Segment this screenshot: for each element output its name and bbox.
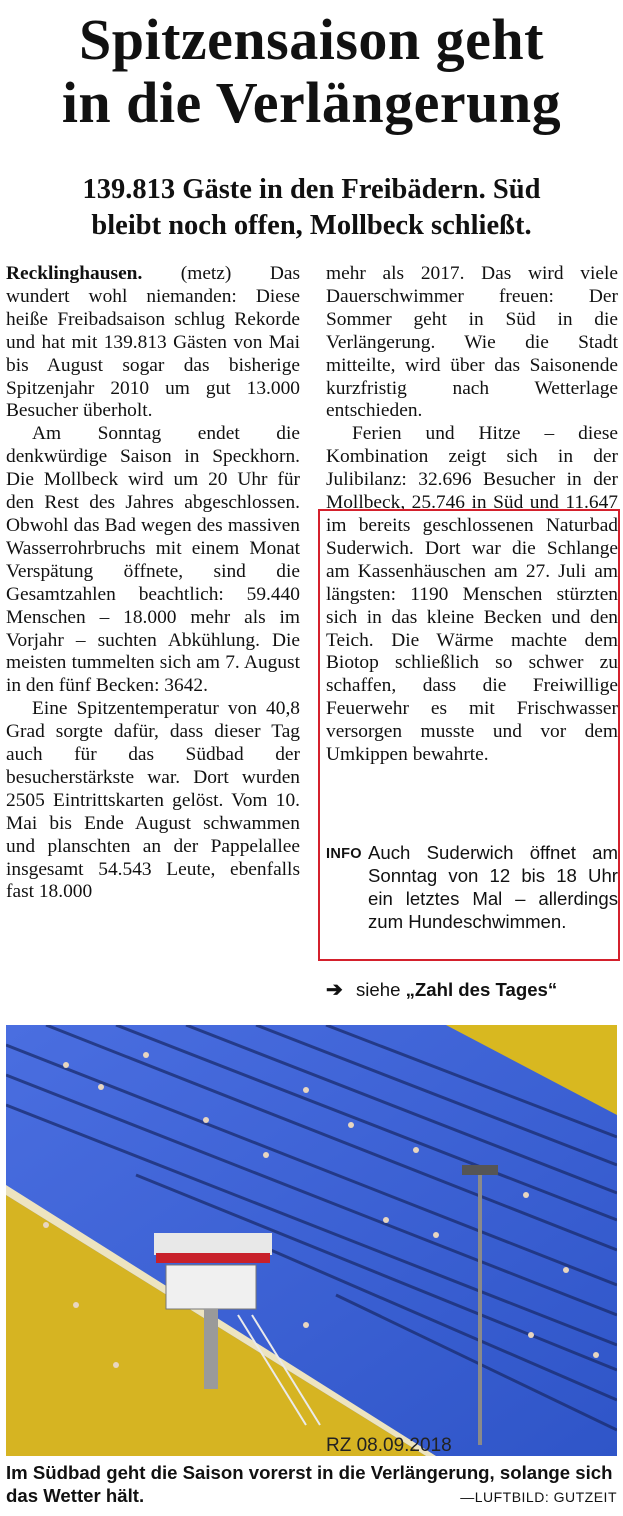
photo-caption: Im Südbad geht die Saison vorerst in die Verlängerung, solange sich das Wetter hält.	[6, 1462, 613, 1506]
aerial-pool-photo	[6, 1025, 617, 1456]
subhead-line-1: 139.813 Gäste in den Freibädern. Süd	[82, 174, 541, 205]
info-box	[326, 841, 618, 933]
photo-credit: —LUFTBILD: GUTZEIT	[460, 1489, 617, 1505]
pool-illustration	[6, 1025, 617, 1456]
paragraph-3: Eine Spitzentemperatur von 40,8 Grad sorgte dafür, dass dieser Tag auch für das Südbad der besucherstärkste war. Dort wurden 2505 Eintrittskarten gelöst. Vom 10. Mai bis Ende August schwammen und planschten an der Pappelallee insgesamt 54.543 Leute, ebenfalls fast 18.000	[6, 698, 300, 903]
paragraph-4: mehr als 2017. Das wird viele Dauerschwimmer freuen: Der Sommer geht in Süd in die Verlängerung. Wie die Stadt mitteilte, wird über das Saisonende kurzfristig nach Wetterlage entschieden.	[326, 263, 618, 422]
paragraph-2: Am Sonntag endet die denkwürdige Saison in Speckhorn. Die Mollbeck wird um 20 Uhr für den Rest des Jahres abgeschlossen. Obwohl das Bad wegen des massiven Wasserrohrbruchs mit einem Monat Verspätung öffnete, sind die Gesamtzahlen beachtlich: 59.440 Menschen – 18.000 mehr als im Vorjahr – suchten Abkühlung. Die meisten tummelten sich am 7. August in den fünf Becken: 3642.	[6, 423, 300, 697]
subhead-line-2: bleibt noch offen, Mollbeck schließt.	[91, 210, 532, 241]
arrow-right-icon: ➔	[326, 979, 343, 1001]
see-also[interactable]	[326, 978, 618, 1002]
headline	[0, 8, 623, 134]
article-column-1	[6, 263, 300, 904]
paragraph-1	[6, 263, 300, 423]
see-also-link[interactable]: „Zahl des Tages“	[405, 979, 558, 1000]
info-text: Auch Suderwich öffnet am Sonntag von 12 bis 18 Uhr ein letztes Mal – allerdings zum Hundeschwimmen.	[368, 842, 618, 932]
headline-line-1: Spitzensaison geht	[78, 7, 544, 72]
photo-stamp: RZ 08.09.2018	[326, 1435, 452, 1456]
paragraph-5: Ferien und Hitze – diese Kombination zeigt sich in der Julibilanz: 32.696 Besucher in der Mollbeck, 25.746 in Süd und 11.647 im bereits geschlossenen Naturbad Suderwich. Dort war die Schlange am Kassenhäuschen am 27. Juli am längsten: 1190 Menschen stürzten sich in das kleine Becken und den Teich. Die Wärme machte dem Biotop schließlich so schwer zu schaffen, dass die Freiwillige Feuerwehr es mit Frischwasser versorgen musste und vor dem Umkippen bewahrte.	[326, 423, 618, 766]
dateline: Recklinghausen.	[6, 263, 143, 284]
headline-line-2: in die Verlängerung	[61, 70, 562, 135]
info-label: INFO	[326, 846, 362, 862]
see-also-prefix: siehe	[356, 979, 406, 1000]
paragraph-1-text: (metz) Das wundert wohl niemanden: Diese heiße Freibadsaison schlug Rekorde und hat mit 139.813 Gästen von Mai bis August sogar das bisherige Spitzenjahr 2010 um gut 13.000 Besucher überholt.	[6, 263, 300, 422]
subheadline	[0, 172, 623, 244]
